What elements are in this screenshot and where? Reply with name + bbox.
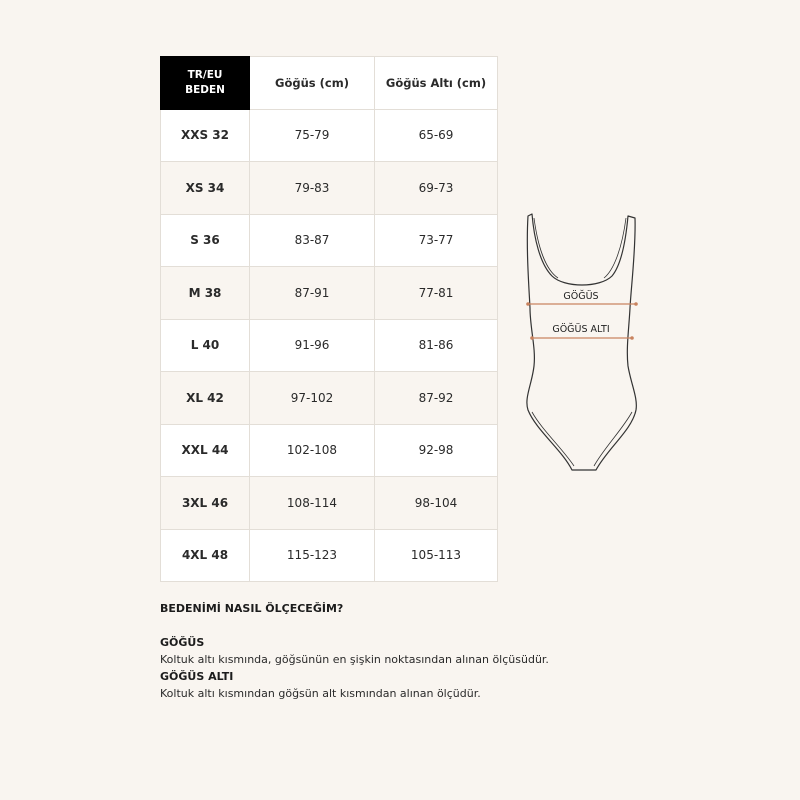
underbust-cell: 87-92: [375, 372, 498, 425]
guide-heading: BEDENİMİ NASIL ÖLÇECEĞİM?: [160, 602, 344, 615]
size-chart-table: [160, 56, 498, 582]
chest-guide-description: Koltuk altı kısmında, göğsünün en şişkin noktasından alınan ölçüsüdür.: [160, 653, 549, 666]
underbust-figure-label: GÖĞÜS ALTI: [552, 324, 610, 335]
table-row: [161, 162, 498, 215]
underbust-cell: 81-86: [375, 319, 498, 372]
underbust-cell: 73-77: [375, 214, 498, 267]
underbust-cell: 65-69: [375, 109, 498, 162]
underbust-cell: 77-81: [375, 267, 498, 320]
size-cell: 3XL 46: [161, 477, 250, 530]
swimsuit-icon: [518, 208, 648, 478]
table-header-row: [161, 57, 498, 110]
underbust-cell: 69-73: [375, 162, 498, 215]
chest-figure-label: GÖĞÜS: [563, 291, 599, 302]
size-cell: XXS 32: [161, 109, 250, 162]
underbust-guide-description: Koltuk altı kısmından göğsün alt kısmından alınan ölçüdür.: [160, 687, 481, 700]
underbust-cell: 105-113: [375, 529, 498, 582]
chest-cell: 115-123: [250, 529, 375, 582]
chest-cell: 102-108: [250, 424, 375, 477]
size-cell: XXL 44: [161, 424, 250, 477]
size-cell: L 40: [161, 319, 250, 372]
chest-cell: 75-79: [250, 109, 375, 162]
size-cell: 4XL 48: [161, 529, 250, 582]
table-row: [161, 267, 498, 320]
table-row: [161, 424, 498, 477]
table-row: [161, 109, 498, 162]
underbust-cell: 98-104: [375, 477, 498, 530]
table-row: [161, 529, 498, 582]
size-cell: XS 34: [161, 162, 250, 215]
swimsuit-figure: [518, 208, 648, 478]
size-cell: XL 42: [161, 372, 250, 425]
chest-cell: 79-83: [250, 162, 375, 215]
chest-cell: 87-91: [250, 267, 375, 320]
chest-guide-title: GÖĞÜS: [160, 636, 205, 649]
underbust-column-header: Göğüs Altı (cm): [375, 57, 498, 110]
table-row: [161, 477, 498, 530]
size-cell: M 38: [161, 267, 250, 320]
chest-cell: 97-102: [250, 372, 375, 425]
chest-column-header: Göğüs (cm): [250, 57, 375, 110]
chest-cell: 83-87: [250, 214, 375, 267]
table-row: [161, 319, 498, 372]
table-row: [161, 372, 498, 425]
table-row: [161, 214, 498, 267]
chest-cell: 91-96: [250, 319, 375, 372]
size-cell: S 36: [161, 214, 250, 267]
underbust-cell: 92-98: [375, 424, 498, 477]
chest-cell: 108-114: [250, 477, 375, 530]
measurement-guide: [160, 600, 620, 702]
size-header-line1: TR/EU: [187, 68, 223, 81]
size-header-line2: BEDEN: [185, 83, 225, 96]
underbust-guide-title: GÖĞÜS ALTI: [160, 670, 234, 683]
size-column-header: [161, 57, 250, 110]
